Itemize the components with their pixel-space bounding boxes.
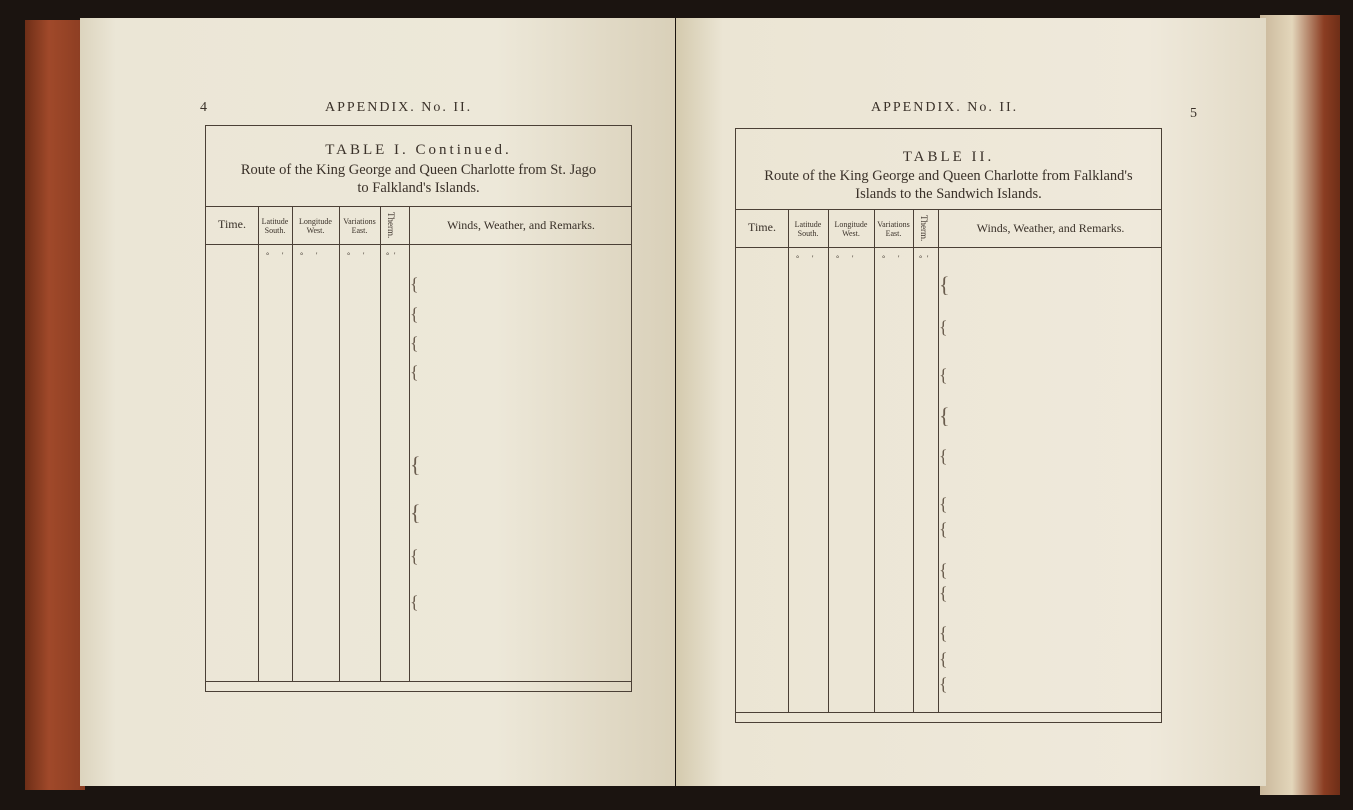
brace: { bbox=[410, 274, 419, 294]
right-page bbox=[676, 18, 1266, 786]
unit-mark: ' bbox=[363, 251, 365, 260]
column-header-time: Time. bbox=[218, 217, 246, 231]
unit-mark: ' bbox=[316, 251, 318, 260]
column-header-remarks: Winds, Weather, and Remarks. bbox=[976, 221, 1125, 235]
column-header-latitude: Latitude bbox=[261, 217, 289, 226]
table-subtitle-line2: Islands to the Sandwich Islands. bbox=[855, 186, 1042, 202]
table bbox=[735, 128, 1162, 723]
rule bbox=[736, 712, 1161, 713]
column-rule bbox=[913, 209, 914, 712]
unit-mark: ' bbox=[394, 251, 396, 260]
brace: { bbox=[939, 317, 948, 337]
column-rule bbox=[788, 209, 789, 712]
running-header: APPENDIX. No. II. bbox=[871, 100, 1019, 115]
unit-mark: ' bbox=[898, 254, 900, 263]
brace: { bbox=[939, 623, 948, 643]
column-header-thermometer: Therm. bbox=[386, 212, 396, 239]
column-rule bbox=[258, 206, 259, 681]
rule bbox=[206, 244, 631, 245]
left-page bbox=[80, 18, 675, 786]
column-header-thermometer: Therm. bbox=[919, 215, 929, 242]
column-header-longitude: Longitude bbox=[299, 217, 332, 226]
running-header: APPENDIX. No. II. bbox=[325, 100, 473, 115]
brace: { bbox=[939, 674, 948, 694]
unit-mark: ° bbox=[836, 254, 840, 263]
table-subtitle-line1: Route of the King George and Queen Charlotte from St. Jago bbox=[240, 162, 597, 178]
table-title: TABLE II. bbox=[902, 149, 995, 165]
unit-mark: ' bbox=[852, 254, 854, 263]
table-subtitle-line2: to Falkland's Islands. bbox=[357, 180, 480, 196]
column-header-latitude: Latitude bbox=[794, 220, 822, 229]
column-header-variations-sub: East. bbox=[885, 229, 902, 238]
column-header-latitude-sub: South. bbox=[797, 229, 819, 238]
brace: { bbox=[939, 446, 948, 466]
brace: { bbox=[410, 500, 421, 525]
unit-mark: ° bbox=[882, 254, 886, 263]
brace: { bbox=[410, 592, 419, 612]
brace: { bbox=[410, 304, 419, 324]
column-header-variations: Variations bbox=[877, 220, 910, 229]
table-title: TABLE I. Continued. bbox=[325, 142, 512, 158]
column-header-variations: Variations bbox=[343, 217, 376, 226]
book-cover-right bbox=[1260, 15, 1340, 795]
brace: { bbox=[939, 583, 948, 603]
rule bbox=[206, 206, 631, 207]
rule bbox=[206, 681, 631, 682]
table-subtitle-line1: Route of the King George and Queen Charlotte from Falkland's bbox=[764, 168, 1133, 184]
column-header-longitude: Longitude bbox=[834, 220, 868, 229]
brace: { bbox=[410, 546, 419, 566]
column-header-time: Time. bbox=[748, 220, 776, 234]
unit-mark: ° bbox=[300, 251, 304, 260]
column-header-latitude-sub: South. bbox=[264, 226, 286, 235]
column-header-remarks: Winds, Weather, and Remarks. bbox=[447, 218, 595, 232]
unit-mark: ' bbox=[927, 254, 929, 263]
brace: { bbox=[939, 519, 948, 539]
brace: { bbox=[939, 403, 950, 428]
column-rule bbox=[339, 206, 340, 681]
column-rule bbox=[380, 206, 381, 681]
column-rule bbox=[292, 206, 293, 681]
unit-mark: ° bbox=[266, 251, 270, 260]
column-rule bbox=[874, 209, 875, 712]
page-number: 5 bbox=[1190, 106, 1197, 121]
rule bbox=[736, 247, 1161, 248]
brace: { bbox=[410, 333, 419, 353]
brace: { bbox=[410, 362, 419, 382]
unit-mark: ' bbox=[282, 251, 284, 260]
rule bbox=[736, 209, 1161, 210]
book-cover-left bbox=[25, 20, 85, 790]
unit-mark: ° bbox=[386, 251, 390, 260]
brace: { bbox=[939, 649, 948, 669]
column-header-longitude-sub: West. bbox=[842, 229, 860, 238]
brace: { bbox=[939, 272, 950, 297]
table bbox=[205, 125, 632, 692]
page-number: 4 bbox=[200, 100, 207, 115]
unit-mark: ° bbox=[347, 251, 351, 260]
unit-mark: ° bbox=[919, 254, 923, 263]
brace: { bbox=[410, 452, 421, 477]
brace: { bbox=[939, 560, 948, 580]
unit-mark: ' bbox=[812, 254, 814, 263]
column-header-variations-sub: East. bbox=[351, 226, 368, 235]
column-header-longitude-sub: West. bbox=[306, 226, 325, 235]
brace: { bbox=[939, 365, 948, 385]
brace: { bbox=[939, 494, 948, 514]
unit-mark: ° bbox=[796, 254, 800, 263]
column-rule bbox=[828, 209, 829, 712]
